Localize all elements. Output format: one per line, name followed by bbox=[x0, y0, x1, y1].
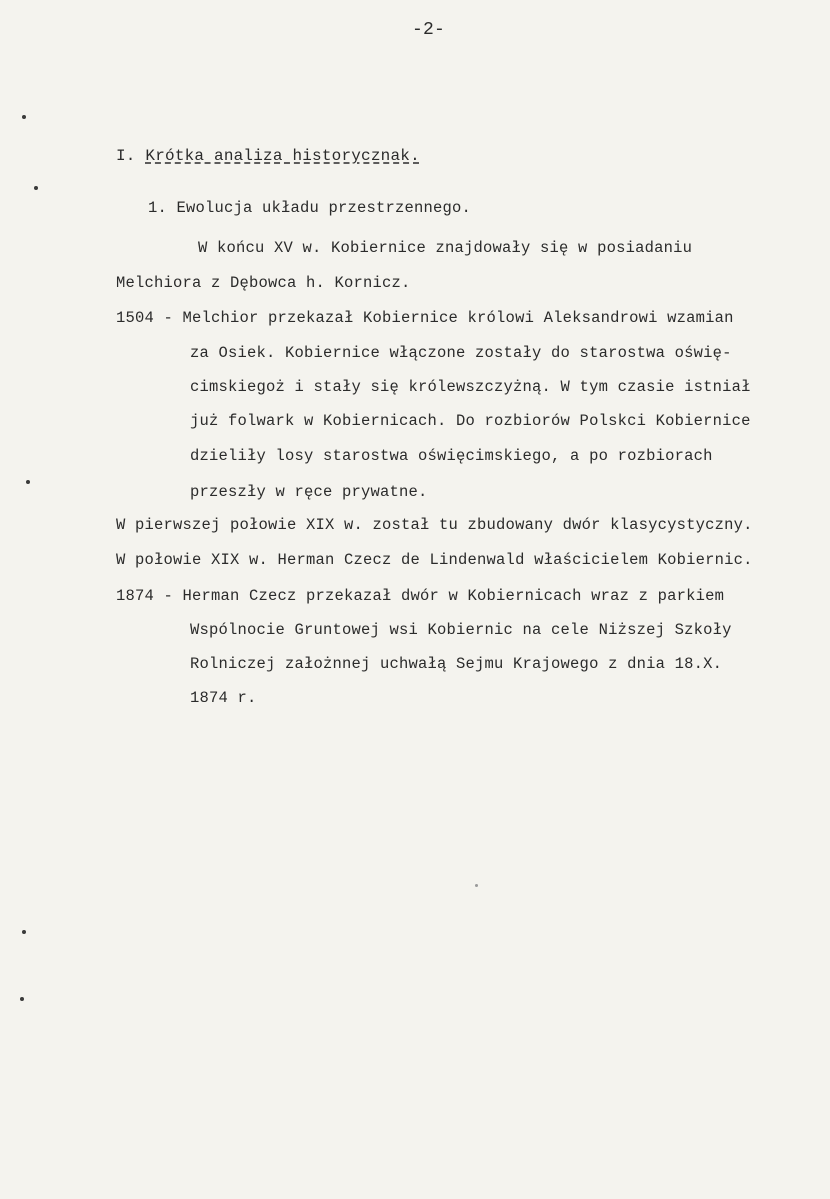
scan-mark bbox=[22, 930, 26, 934]
text-line: 1504 - Melchior przekazał Kobiernice królowi Aleksandrowi wzamian bbox=[116, 309, 734, 327]
text-line: Wspólnocie Gruntowej wsi Kobiernic na cele Niższej Szkoły bbox=[190, 621, 732, 639]
scan-mark bbox=[34, 186, 38, 190]
text-line: W końcu XV w. Kobiernice znajdowały się w posiadaniu bbox=[198, 239, 693, 257]
text-line: cimskiegoż i stały się królewszczyżną. W tym czasie istniał bbox=[190, 378, 751, 396]
section-number: I. bbox=[116, 147, 136, 165]
text-line: Melchiora z Dębowca h. Kornicz. bbox=[116, 274, 411, 292]
scan-mark bbox=[20, 997, 24, 1001]
text-line: przeszły w ręce prywatne. bbox=[190, 483, 428, 501]
page-number: -2- bbox=[412, 20, 446, 40]
text-line: W pierwszej połowie XIX w. został tu zbudowany dwór klasycystyczny. bbox=[116, 516, 753, 534]
text-line: 1874 r. bbox=[190, 689, 257, 707]
text-line: Rolniczej założnnej uchwałą Sejmu Krajowego z dnia 18.X. bbox=[190, 655, 723, 673]
text-line: dzieliły losy starostwa oświęcimskiego, a po rozbiorach bbox=[190, 447, 713, 465]
scan-mark bbox=[475, 884, 478, 887]
scan-mark bbox=[26, 480, 30, 484]
subsection-heading: 1. Ewolucja układu przestrzennego. bbox=[148, 199, 472, 217]
section-title: Krótka analiza historycznak. bbox=[145, 147, 420, 165]
text-line: już folwark w Kobiernicach. Do rozbiorów Polskci Kobiernice bbox=[190, 412, 751, 430]
text-line: W połowie XIX w. Herman Czecz de Lindenwald właścicielem Kobiernic. bbox=[116, 551, 753, 569]
section-heading bbox=[116, 147, 420, 165]
scan-mark bbox=[22, 115, 26, 119]
text-line: za Osiek. Kobiernice włączone zostały do starostwa oświę- bbox=[190, 344, 732, 362]
text-line: 1874 - Herman Czecz przekazał dwór w Kobiernicach wraz z parkiem bbox=[116, 587, 725, 605]
